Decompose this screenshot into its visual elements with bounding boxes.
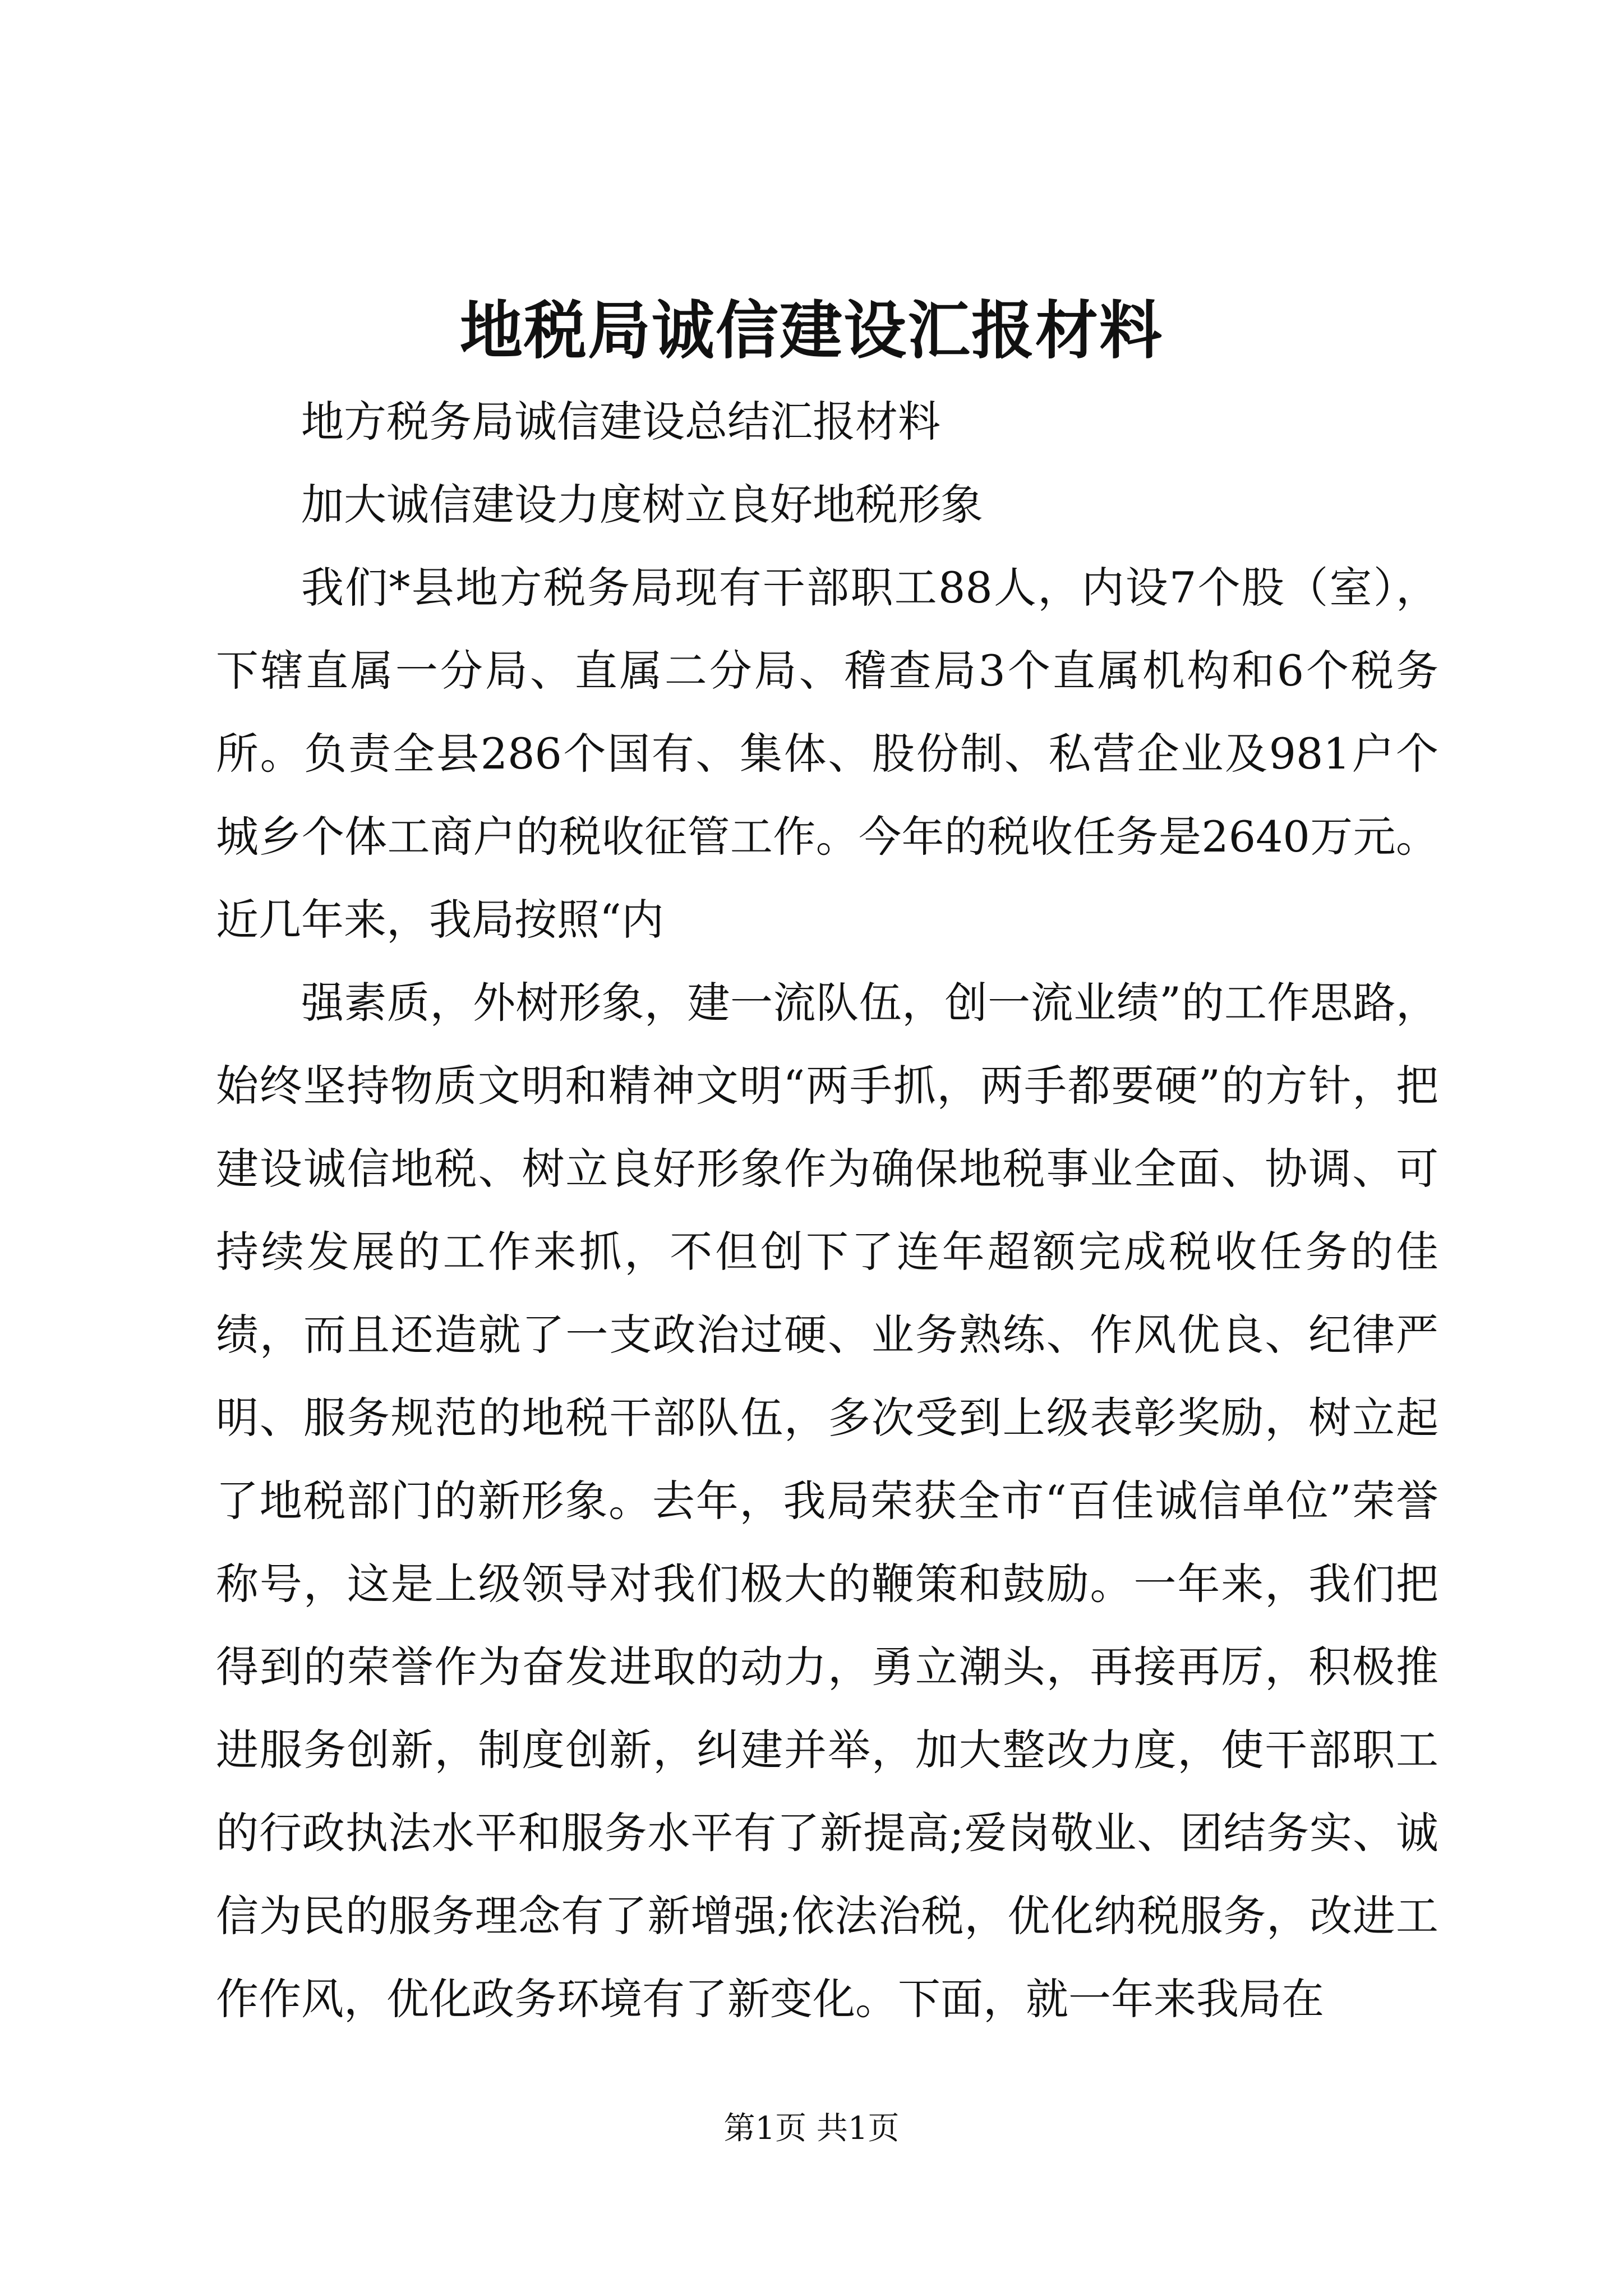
document-title: 地税局诚信建设汇报材料: [460, 294, 1163, 367]
body-paragraph-intro: 我们*县地方税务局现有干部职工88人，内设7个股（室），下辖直属一分局、直属二分局、稽查局3个直属机构和6个税务所。负责全县286个国有、集体、股份制、私营企业及981户个城乡个体工商户的税收征管工作。今年的税收任务是2640万元。近几年来，我局按照“内: [216, 563, 1438, 945]
heading-paragraph: 加大诚信建设力度树立良好地税形象: [301, 480, 983, 530]
page-footer: 第1页 共1页: [723, 2110, 900, 2147]
document-body: [216, 380, 1438, 2041]
body-paragraph-main: 强素质，外树形象，建一流队伍，创一流业绩”的工作思路，始终坚持物质文明和精神文明“两手抓，两手都要硬”的方针，把建设诚信地税、树立良好形象作为确保地税事业全面、协调、可持续发展的工作来抓，不但创下了连年超额完成税收任务的佳绩，而且还造就了一支政治过硬、业务熟练、作风优良、纪律严明、服务规范的地税干部队伍，多次受到上级表彰奖励，树立起了地税部门的新形象。去年，我局荣获全市“百佳诚信单位”荣誉称号，这是上级领导对我们极大的鞭策和鼓励。一年来，我们把得到的荣誉作为奋发进取的动力，勇立潮头，再接再厉，积极推进服务创新，制度创新，纠建并举，加大整改力度，使干部职工的行政执法水平和服务水平有了新提高;爱岗敬业、团结务实、诚信为民的服务理念有了新增强;依法治税，优化纳税服务，改进工作作风，优化政务环境有了新变化。下面，就一年来我局在: [216, 978, 1438, 2024]
subtitle-paragraph: 地方税务局诚信建设总结汇报材料: [301, 397, 940, 447]
